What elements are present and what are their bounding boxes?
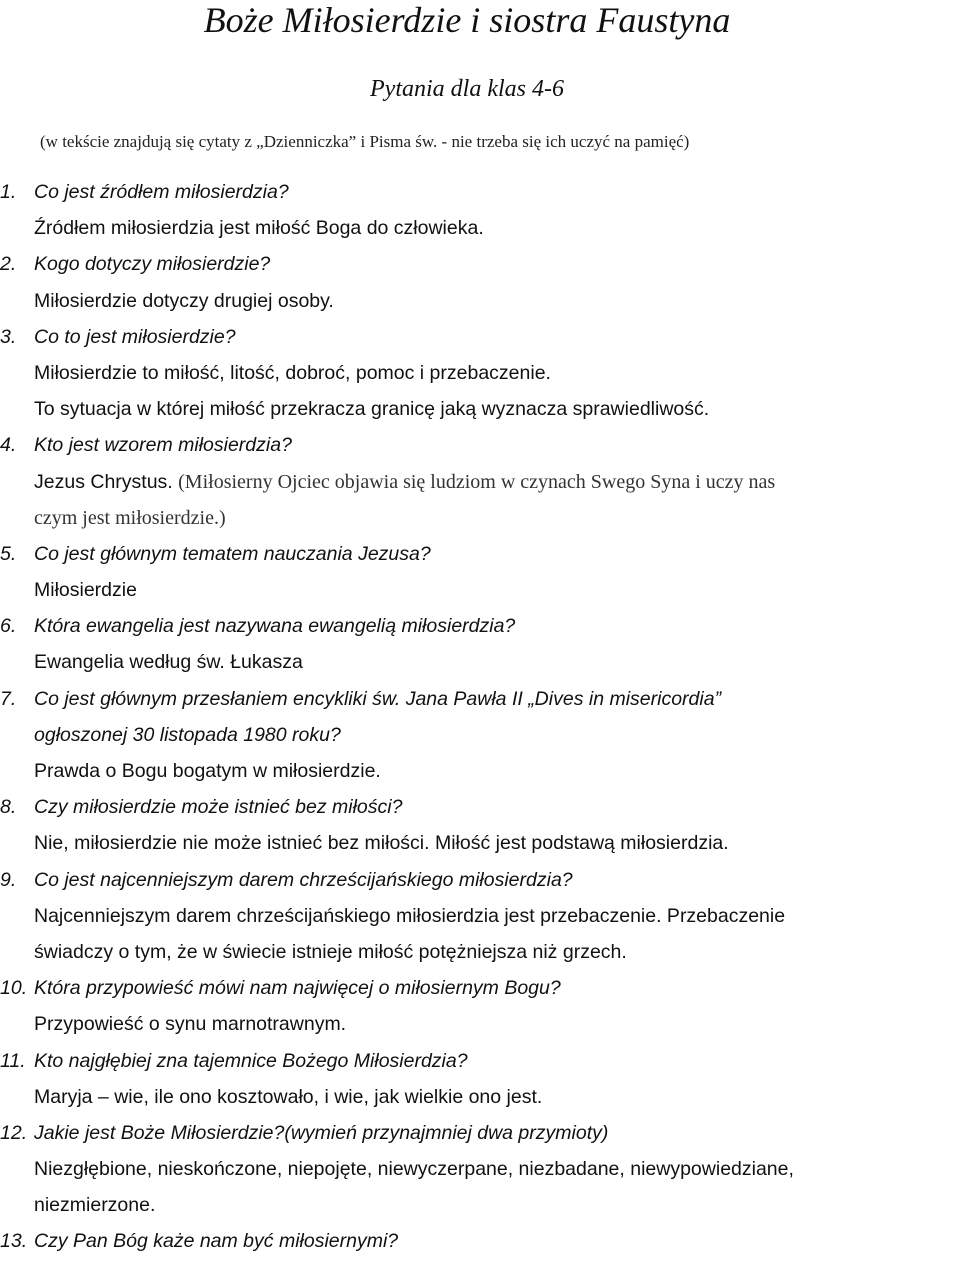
question-number: 10. (0, 977, 28, 1000)
question-13 (0, 1223, 960, 1259)
question-8 (0, 789, 960, 825)
answer-4-line-1 (0, 464, 960, 500)
answer-text: Przypowieść o synu marnotrawnym. (34, 1013, 347, 1036)
question-list (0, 174, 960, 1260)
question-3 (0, 319, 960, 355)
answer-text: Niezgłębione, nieskończone, niepojęte, niewyczerpane, niezbadane, niewypowiedziane, (34, 1158, 794, 1181)
scripture-quote: (Miłosierny Ojciec objawia się ludziom w czynach Swego Syna i uczy nas (178, 470, 776, 493)
answer-text: Prawda o Bogu bogatym w miłosierdzie. (34, 760, 381, 782)
question-2 (0, 246, 960, 282)
answer-11 (0, 1079, 960, 1115)
answer-text: niezmierzone. (34, 1194, 156, 1217)
question-text: Co jest głównym tematem nauczania Jezusa? (34, 542, 431, 565)
answer-3-line-2 (0, 391, 960, 427)
question-text: Czy miłosierdzie może istnieć bez miłości? (34, 796, 403, 819)
question-number: 13. (0, 1230, 28, 1253)
question-5 (0, 536, 960, 572)
question-text: Kogo dotyczy miłosierdzie? (34, 253, 271, 276)
question-11 (0, 1043, 960, 1079)
answer-5 (0, 572, 960, 608)
answer-2 (0, 283, 960, 319)
question-number: 8. (0, 796, 17, 819)
question-10 (0, 970, 960, 1006)
question-number: 5. (0, 542, 17, 565)
document-subtitle: Pytania dla klas 4-6 (370, 76, 564, 102)
question-text: Jakie jest Boże Miłosierdzie?(wymień przynajmniej dwa przymioty) (34, 1121, 609, 1144)
answer-text: Jezus Chrystus. (34, 470, 173, 493)
answer-text: Miłosierdzie dotyczy drugiej osoby. (34, 289, 334, 312)
question-7-line-1 (0, 681, 960, 717)
answer-4-line-2 (0, 500, 960, 536)
question-6 (0, 608, 960, 644)
question-text: Czy Pan Bóg każe nam być miłosiernymi? (34, 1230, 399, 1253)
answer-text: Najcenniejszym darem chrześcijańskiego miłosierdzia jest przebaczenie. Przebaczenie (34, 904, 786, 927)
question-text: Kto najgłębiej zna tajemnice Bożego Miłosierdzia? (34, 1049, 468, 1072)
citation-note: (w tekście znajdują się cytaty z „Dzienniczka” i Pisma św. - nie trzeba się ich uczyć na pamięć) (40, 132, 690, 151)
question-1 (0, 174, 960, 210)
answer-8 (0, 825, 960, 861)
answer-6 (0, 644, 960, 680)
answer-7 (0, 753, 960, 789)
answer-12-line-1 (0, 1151, 960, 1187)
answer-text: Miłosierdzie (34, 579, 137, 602)
answer-10 (0, 1006, 960, 1042)
answer-9-line-1 (0, 898, 960, 934)
question-number: 12. (0, 1121, 28, 1144)
question-number: 4. (0, 434, 17, 457)
answer-text: Miłosierdzie to miłość, litość, dobroć, pomoc i przebaczenie. (34, 361, 551, 384)
question-number: 3. (0, 325, 17, 348)
answer-text: Źródłem miłosierdzia jest miłość Boga do człowieka. (34, 217, 484, 240)
scripture-quote: czym jest miłosierdzie.) (34, 506, 226, 529)
question-number: 11. (0, 1049, 26, 1072)
question-text: Kto jest wzorem miłosierdzia? (34, 434, 292, 457)
question-number: 1. (0, 181, 17, 203)
question-4 (0, 427, 960, 463)
question-number: 7. (0, 687, 17, 710)
answer-12-line-2 (0, 1187, 960, 1223)
answer-text: Maryja – wie, ile ono kosztowało, i wie, jak wielkie ono jest. (34, 1085, 543, 1108)
answer-9-line-2 (0, 934, 960, 970)
question-text: Co jest najcenniejszym darem chrześcijańskiego miłosierdzia? (34, 868, 573, 891)
question-12 (0, 1115, 960, 1151)
answer-text: Ewangelia według św. Łukasza (34, 651, 303, 674)
answer-text: To sytuacja w której miłość przekracza granicę jaką wyznacza sprawiedliwość. (34, 398, 710, 421)
answer-text: Nie, miłosierdzie nie może istnieć bez miłości. Miłość jest podstawą miłosierdzia. (34, 832, 729, 855)
question-text: Która ewangelia jest nazywana ewangelią miłosierdzia? (34, 615, 516, 638)
answer-text: świadczy o tym, że w świecie istnieje miłość potężniejsza niż grzech. (34, 940, 627, 963)
document-title: Boże Miłosierdzie i siostra Faustyna (203, 0, 731, 40)
question-text: Co jest źródłem miłosierdzia? (34, 181, 289, 203)
answer-1 (0, 210, 960, 246)
question-text: Co to jest miłosierdzie? (34, 325, 236, 348)
question-text: ogłoszonej 30 listopada 1980 roku? (34, 723, 341, 746)
answer-3-line-1 (0, 355, 960, 391)
question-text: Która przypowieść mówi nam najwięcej o miłosiernym Bogu? (34, 977, 561, 1000)
question-7-line-2 (0, 717, 960, 753)
question-number: 6. (0, 615, 17, 638)
question-number: 9. (0, 868, 17, 891)
question-text: Co jest głównym przesłaniem encykliki św. Jana Pawła II „Dives in misericordia” (34, 687, 722, 710)
question-number: 2. (0, 253, 17, 276)
question-9 (0, 862, 960, 898)
